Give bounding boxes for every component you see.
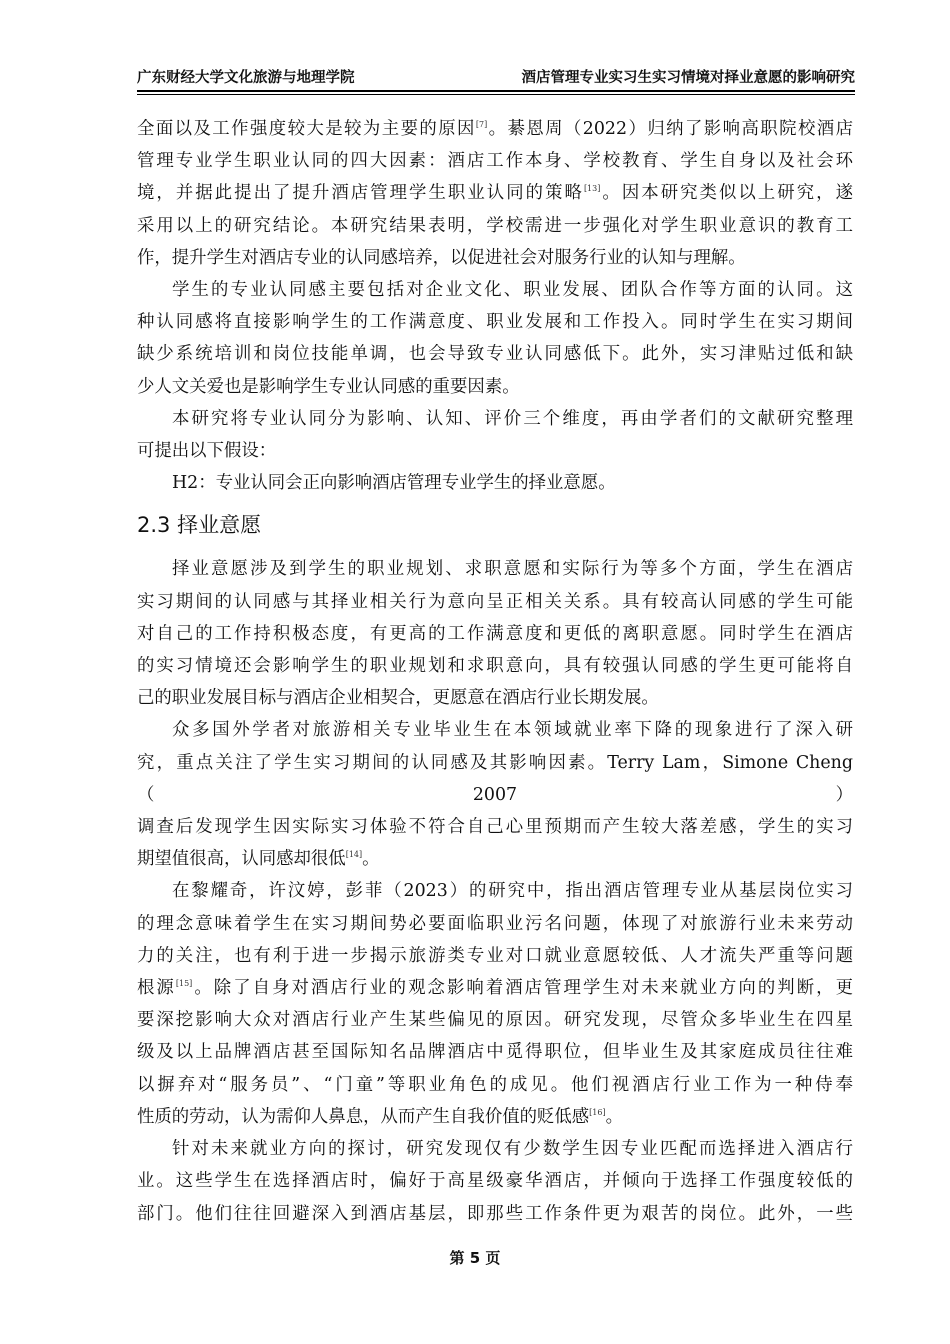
text-line: 期望值很高，认同感却很低[14]。: [137, 849, 380, 870]
paragraph-7: [137, 875, 853, 1133]
citation: [15]: [175, 979, 193, 989]
text-line: 择业意愿涉及到学生的职业规划、求职意愿和实际行为等多个方面，学生在酒店: [172, 559, 853, 580]
paragraph-1: [137, 113, 853, 274]
citation: [13]: [583, 184, 601, 194]
text-line: 采用以上的研究结论。本研究结果表明，学校需进一步强化对学生职业意识的教育工: [137, 215, 853, 236]
header-thesis-title: 酒店管理专业实习生实习情境对择业意愿的影响研究: [521, 70, 855, 86]
text-line: 的理念意味着学生在实习期间势必要面临职业污名问题，体现了对旅游行业未来劳动: [137, 913, 853, 934]
text-line: 调查后发现学生因实际实习体验不符合自己心里预期而产生较大落差感，学生的实习: [137, 817, 853, 838]
text-line: 管理专业学生职业认同的四大因素：酒店工作本身、学校教育、学生自身以及社会环: [137, 151, 853, 172]
text-line: 实习期间的认同感与其择业相关行为意向呈正相关关系。具有较高认同感的学生可能: [137, 591, 853, 612]
text-line: 缺少系统培训和岗位技能单调，也会导致专业认同感低下。此外，实习津贴过低和缺: [137, 344, 853, 365]
text-line: 对自己的工作持积极态度，有更高的工作满意度和更低的离职意愿。同时学生在酒店: [137, 623, 853, 644]
text-line: 根源[15]。除了自身对酒店行业的观念影响着酒店管理学生对未来就业方向的判断，更: [137, 978, 853, 999]
citation: [16]: [589, 1108, 606, 1118]
header-rule-thin: [137, 94, 855, 95]
text-line: 以摒弃对“服务员”、“门童”等职业角色的成见。他们视酒店行业工作为一种侍奉: [137, 1074, 853, 1095]
page-body: [137, 113, 853, 1230]
page-header: [137, 66, 855, 90]
text-line: 性质的劳动，认为需仰人鼻息，从而产生自我价值的贬低感[16]。: [137, 1106, 623, 1127]
text-line: 级及以上品牌酒店甚至国际知名品牌酒店中觅得职位，但毕业生及其家庭成员往往难: [137, 1042, 853, 1063]
text-line: 少人文关爱也是影响学生专业认同感的重要因素。: [137, 376, 520, 397]
paragraph-6: [137, 714, 853, 875]
text-line: 可提出以下假设：: [137, 441, 277, 462]
header-institution: 广东财经大学文化旅游与地理学院: [137, 70, 355, 86]
text-line: H2：专业认同会正向影响酒店管理专业学生的择业意愿。: [172, 473, 616, 494]
text-line: 众多国外学者对旅游相关专业毕业生在本领域就业率下降的现象进行了深入研: [172, 720, 853, 741]
page-number: 第 5 页: [449, 1249, 501, 1267]
paragraph-2: [137, 274, 853, 403]
paragraph-5: [137, 553, 853, 714]
hypothesis-h2: [137, 467, 853, 499]
text-line: 力的关注，也有利于进一步揭示旅游类专业对口就业意愿较低、人才流失严重等问题: [137, 945, 853, 966]
paragraph-8: [137, 1133, 853, 1230]
text-line: 境，并据此提出了提升酒店管理学生职业认同的策略[13]。因本研究类似以上研究，遂: [137, 183, 853, 204]
citation: [14]: [345, 850, 363, 860]
paragraph-3: [137, 403, 853, 467]
text-line: 学生的专业认同感主要包括对企业文化、职业发展、团队合作等方面的认同。这: [172, 280, 853, 301]
text-line: 要深挖影响大众对酒店行业产生某些偏见的原因。研究发现，尽管众多毕业生在四星: [137, 1010, 853, 1031]
text-line: 全面以及工作强度较大是较为主要的原因[7]。綦恩周（2022）归纳了影响高职院校酒店: [137, 119, 853, 139]
text-line: 的实习情境还会影响学生的职业规划和求职意向，具有较强认同感的学生更可能将自: [137, 656, 853, 677]
text-line: 作，提升学生对酒店专业的认同感培养，以促进社会对服务行业的认知与理解。: [137, 247, 746, 268]
header-rule: [137, 90, 855, 92]
text-line: 种认同感将直接影响学生的工作满意度、职业发展和工作投入。同时学生在实习期间: [137, 312, 853, 333]
text-line: 针对未来就业方向的探讨，研究发现仅有少数学生因专业匹配而选择进入酒店行: [172, 1139, 853, 1160]
text-line: 本研究将专业认同分为影响、认知、评价三个维度，再由学者们的文献研究整理: [172, 408, 853, 429]
text-line: 业。这些学生在选择酒店时，偏好于高星级豪华酒店，并倾向于选择工作强度较低的: [137, 1171, 853, 1192]
section-heading: 2.3 择业意愿: [137, 513, 262, 538]
text-line: 部门。他们往往回避深入到酒店基层，即那些工作条件更为艰苦的岗位。此外，一些: [137, 1203, 853, 1224]
citation: [7]: [475, 120, 488, 130]
text-line: 究，重点关注了学生实习期间的认同感及其影响因素。Terry Lam，Simone Cheng（2007）: [137, 752, 853, 805]
text-line: 己的职业发展目标与酒店企业相契合，更愿意在酒店行业长期发展。: [137, 688, 659, 709]
text-line: 在黎耀奇，许汶婷，彭菲（2023）的研究中，指出酒店管理专业从基层岗位实习: [172, 881, 853, 902]
